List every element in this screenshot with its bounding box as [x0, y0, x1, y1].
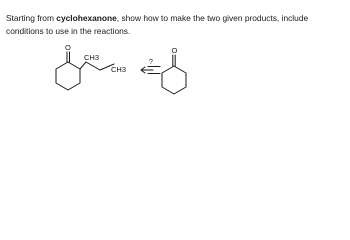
starting-material-cyclohexanone [162, 55, 186, 94]
product2-methyl-label: CH3 [111, 65, 127, 74]
question-bold-term: cyclohexanone [56, 13, 117, 23]
product1-oxygen-label: O [65, 43, 71, 52]
arrow-question-label: ? [149, 59, 153, 66]
question-lead-text: Starting from [6, 13, 57, 23]
product1-methyl-bond [80, 62, 86, 69]
cyclohexanone-ring [162, 66, 186, 94]
product-alkyl-chain [86, 62, 114, 70]
product1-methyl-label: CH3 [84, 53, 100, 62]
cyclohexanone-oxygen-label: O [171, 46, 178, 55]
reaction-arrows [141, 67, 160, 74]
product1-ring [56, 62, 80, 90]
question-tail-text: , show how to make the two given products, include conditions to use in the reactions. [6, 13, 309, 36]
product-2-methylcyclohexanone [56, 52, 86, 90]
product2-chain-bond-1 [86, 62, 100, 70]
